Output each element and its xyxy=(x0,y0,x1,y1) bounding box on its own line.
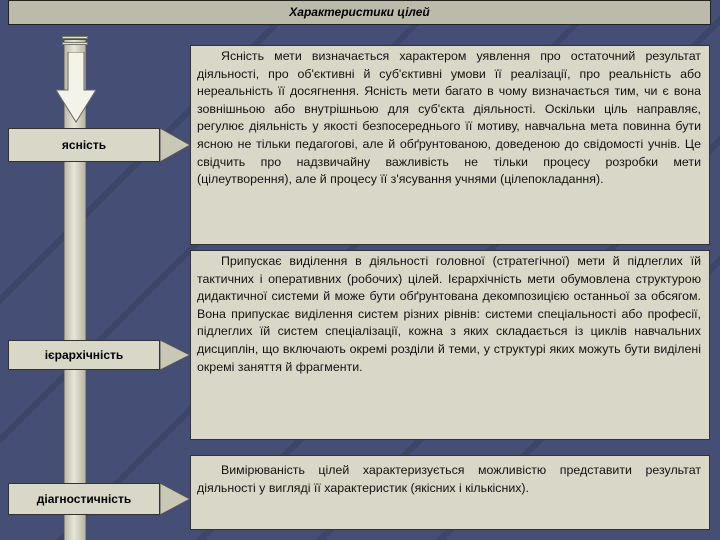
label-diagnosticity xyxy=(8,483,160,515)
pole-ring xyxy=(62,42,88,45)
slide-title: Характеристики цілей xyxy=(8,0,711,25)
content-hierarchy-text: Припускає виділення в діяльності головної (стратегічної) мети й підлеглих їй тактичних і оперативних (робочих) цілей. Ієрархічність мети обумовлена структурою дидактичної системи й може бути обґрунтована декомпозицією останньої за обсягом. Вона припускає виділення систем різних рівнів: системи спеціальності або професії, підлеглих їй систем спеціалізації, кожна з яких складається із циклів навчальних дисциплін, що включають окремі розділи й теми, у структурі яких можуть бути виділені окремі заняття й фрагменти. xyxy=(197,254,701,374)
connector-arrow-icon xyxy=(160,483,190,515)
content-clarity-text: Ясність мети визначається характером уявлення про остаточний результат діяльності, про об'єктивні й суб'єктивні умови її реалізації, про реальність або нереальність її досягнення. Ясність мети багато в чому визначається тим, чи є вона зовнішньою або внутрішньою для суб'єкта діяльності. Оскільки ціль направляє, регулює діяльність у якості безпосереднього її мотиву, навчальна мета повинна бути ясною не тільки педагогові, але й обґрунтованою, доведеною до свідомості учнів. Це свідчить про надзвичайну важливість не тільки процесу розробки мети (цілеутворення), але й процесу її з'ясування учнями (цілепокладання). xyxy=(197,49,701,187)
label-hierarchy-text: ієрархічність xyxy=(44,348,124,362)
content-diagnosticity-text: Вимірюваність цілей характеризується можливістю представити результат діяльності у вигляді її характеристик (якісних і кількісних). xyxy=(197,463,701,495)
label-clarity xyxy=(8,128,160,162)
content-clarity xyxy=(190,45,710,245)
label-clarity-text: ясність xyxy=(61,138,107,152)
content-hierarchy xyxy=(190,250,710,440)
label-diagnosticity-text: діагностичність xyxy=(36,492,132,506)
content-diagnosticity xyxy=(190,455,710,530)
pole-ring xyxy=(62,36,88,39)
label-hierarchy xyxy=(8,340,160,370)
connector-arrow-icon xyxy=(160,128,190,162)
connector-arrow-icon xyxy=(160,340,190,370)
down-arrow-icon xyxy=(56,52,96,124)
